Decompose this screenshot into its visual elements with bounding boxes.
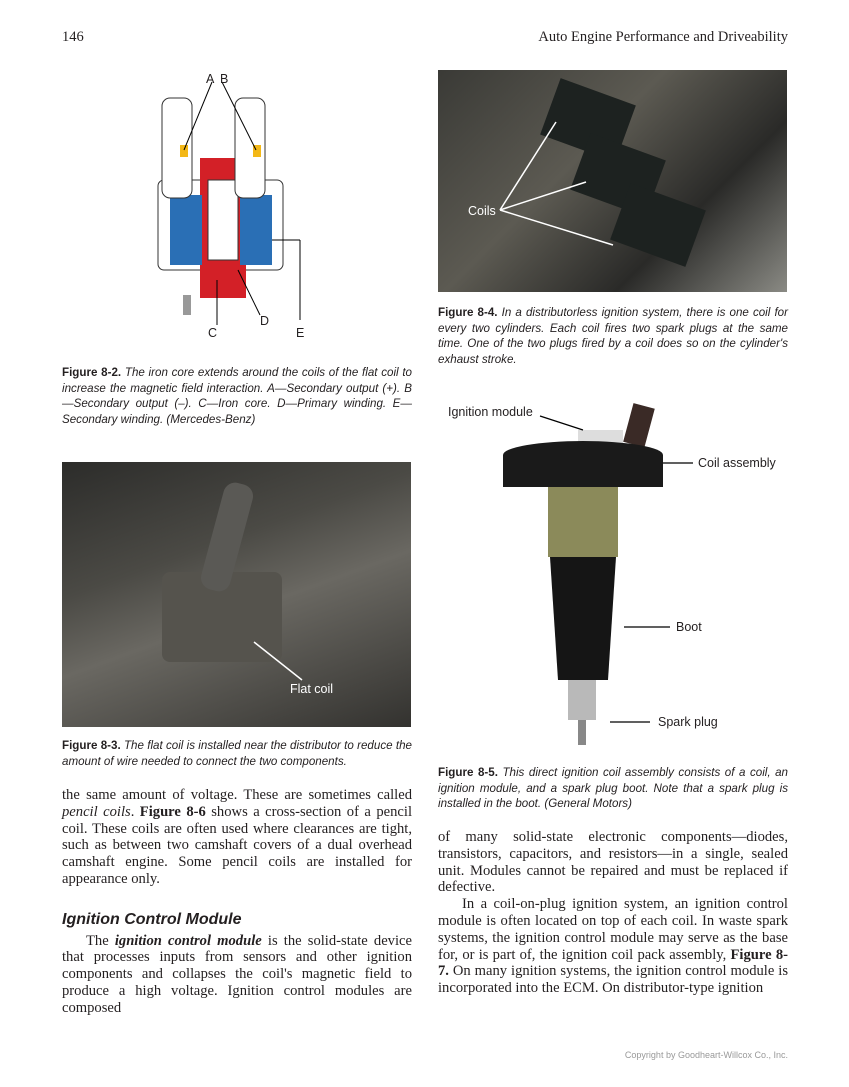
caption-number: Figure 8-4. — [438, 306, 498, 319]
caption-number: Figure 8-5. — [438, 766, 498, 779]
boot-label: Boot — [676, 620, 702, 634]
ignition-module-label: Ignition module — [448, 405, 533, 419]
running-header: Auto Engine Performance and Driveability — [538, 29, 788, 45]
caption-text: The iron core extends around the coils of the flat coil to increase the magnetic field interaction. A—Secondary output (+). B—Secondary output (–). C—Iron core. D—Primary winding. E—Secondary winding. (Mercedes-Benz) — [62, 366, 412, 426]
label-a: A — [206, 72, 215, 86]
coil-assembly-figure — [438, 400, 788, 755]
page-number: 146 — [62, 29, 84, 45]
coils-label: Coils — [468, 204, 496, 218]
paragraph — [62, 933, 412, 1017]
figure-ref: Figure 8-7. — [438, 946, 788, 980]
caption-number: Figure 8-2. — [62, 366, 122, 379]
text: The — [86, 932, 115, 949]
term: pencil coils — [62, 803, 131, 820]
section-heading: Ignition Control Module — [62, 910, 242, 928]
flat-coil-photo — [62, 462, 411, 727]
text: is the solid-state device that processes inputs from sensors and other ignition components and collapses the coil's magnetic field to produce a high voltage. Ignition control modules are composed — [62, 932, 412, 1016]
coil-assembly-label: Coil assembly — [698, 456, 776, 470]
paragraph — [62, 787, 412, 888]
text: On many ignition systems, the ignition control module is incorporated into the ECM. On distributor-type ignition — [438, 963, 788, 997]
caption-text: The flat coil is installed near the distributor to reduce the amount of wire needed to connect the two components. — [62, 739, 412, 768]
label-c: C — [208, 326, 218, 340]
text: shows a cross-section of a pencil coil. These coils are often used where clearances are tight, such as between two camshaft covers of a dual overhead camshaft engine. Some pencil coils are installed for appearance only. — [62, 803, 413, 887]
flat-coil-label: Flat coil — [290, 682, 334, 696]
left-column-text — [62, 787, 412, 1017]
figure-ref: Figure 8-6 — [139, 803, 206, 820]
paragraph: of many solid-state electronic components—diodes, transistors, capacitors, and resistors—in a single, sealed unit. Modules cannot be repaired and must be replaced if defective. — [438, 829, 788, 896]
right-column-text — [438, 829, 788, 997]
distributorless-coils-photo — [438, 70, 787, 292]
figure-8-2-caption — [62, 365, 412, 427]
copyright: Copyright by Goodheart-Willcox Co., Inc. — [624, 1050, 788, 1060]
caption-text: In a distributorless ignition system, there is one coil for every two cylinders. Each coil fires two spark plugs at the same time. One of the two plugs fired by a coil does so on the cylinder's exhaust stroke. — [438, 306, 788, 366]
label-e: E — [296, 326, 305, 340]
label-b: B — [220, 72, 229, 86]
text: . — [130, 803, 140, 820]
caption-text: This direct ignition coil assembly consists of a coil, an ignition module, and a spark plug boot. Note that a spark plug is installed in the boot. (General Motors) — [438, 766, 788, 811]
label-d: D — [260, 314, 270, 328]
paragraph — [438, 896, 788, 997]
flat-coil-diagram — [150, 70, 320, 350]
term: ignition control module — [114, 932, 262, 949]
figure-8-4-caption — [438, 305, 788, 367]
caption-number: Figure 8-3. — [62, 739, 121, 752]
figure-8-5-caption — [438, 765, 788, 812]
figure-8-3-caption — [62, 738, 412, 769]
spark-plug-label: Spark plug — [658, 715, 718, 729]
text: In a coil-on-plug ignition system, an ignition control module is often located on top of each coil. In waste spark systems, the ignition control module may serve as the base for, or is part of, the ignition coil pack assembly, — [438, 896, 788, 963]
text: the same amount of voltage. These are sometimes called — [62, 787, 412, 803]
